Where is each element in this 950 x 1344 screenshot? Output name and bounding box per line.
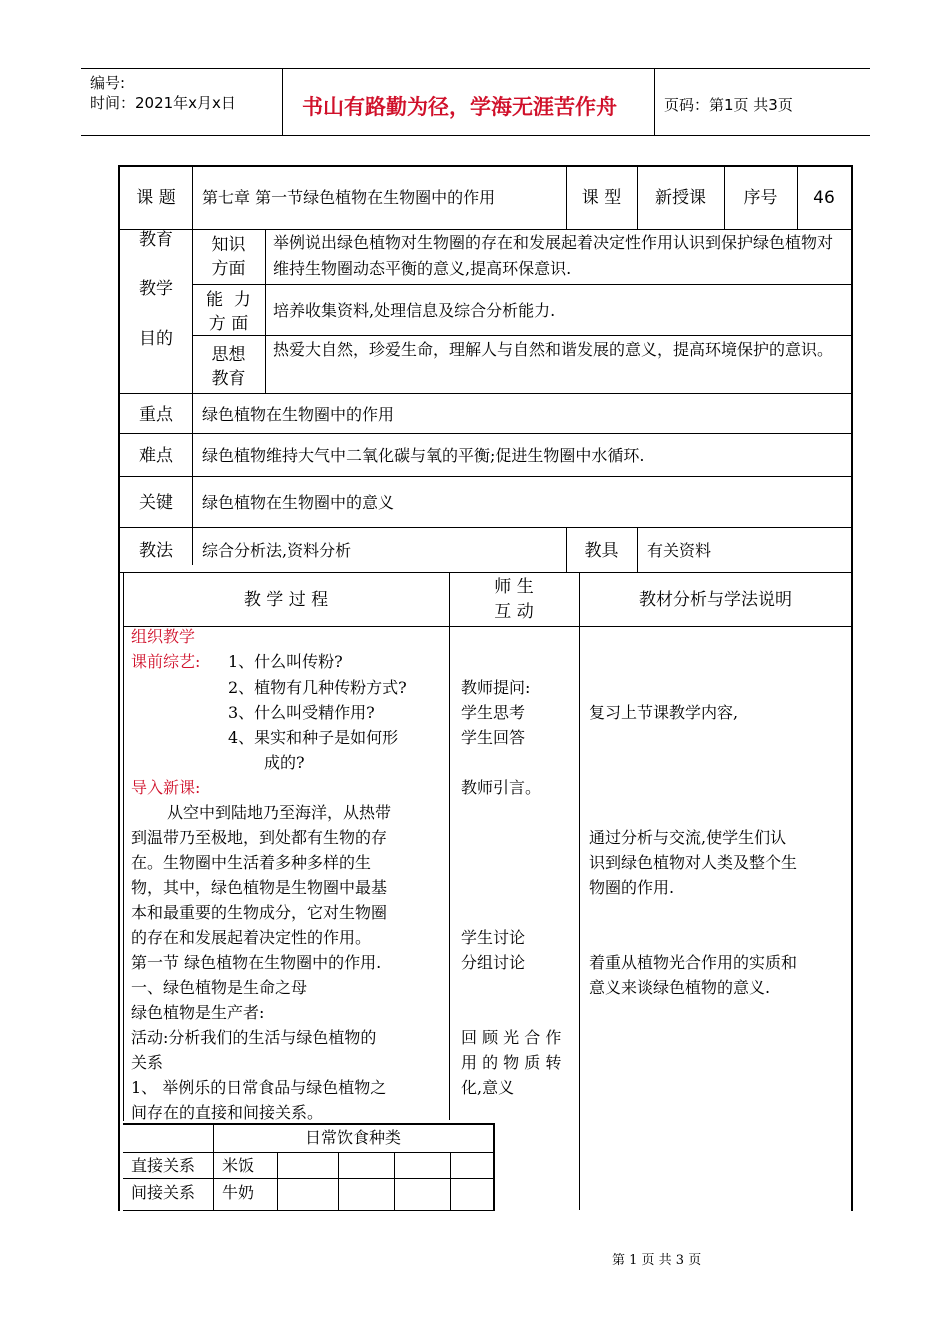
goal-thought-label-2: 教育 (211, 369, 246, 389)
intro-line-1: 从空中到陆地乃至海洋，从热带 (167, 803, 392, 822)
intro-line-5: 本和最重要的生物成分，它对生物圈 (131, 903, 388, 922)
interact-discuss: 学生讨论 (461, 928, 526, 947)
row-divider (118, 393, 852, 394)
header-motto: 书山有路勤为径，学海无涯苦作舟 (302, 95, 617, 119)
intro-line-6: 的存在和发展起着决定性的作用。 (131, 928, 372, 947)
review-q3: 3、什么叫受精作用? (228, 703, 375, 722)
goal-knowledge-label-2: 方面 (211, 259, 246, 279)
interact-answer: 学生回答 (461, 728, 526, 747)
process-col3-header: 教材分析与学法说明 (639, 590, 792, 610)
topic-value: 第七章 第一节绿色植物在生物圈中的作用 (202, 188, 496, 207)
table-top-border (118, 165, 852, 167)
goal-ability-text: 培养收集资料,处理信息及综合分析能力. (273, 301, 556, 320)
goal-thought-text: 热爱大自然，珍爱生命，理解人与自然和谐发展的意义，提高环境保护的意识。 (273, 340, 834, 359)
header-divider-2 (654, 68, 655, 135)
row-divider (192, 284, 852, 285)
point-1: 一、绿色植物是生命之母 (131, 978, 308, 997)
interact-think: 学生思考 (461, 703, 526, 722)
diet-table-col (338, 1152, 339, 1211)
diet-table-col (277, 1152, 278, 1211)
row-divider (192, 335, 852, 336)
tools-label: 教具 (584, 541, 619, 561)
key-value: 绿色植物在生物圈中的作用 (202, 405, 395, 424)
note-3a: 着重从植物光合作用的实质和 (589, 953, 798, 972)
section-title: 第一节 绿色植物在生物圈中的作用. (131, 953, 382, 972)
process-col2-header-1: 师 生 (494, 577, 534, 597)
review-q2: 2、植物有几种传粉方式? (228, 678, 407, 697)
table-left-border (118, 165, 120, 1211)
diet-table-col (450, 1152, 451, 1211)
goal-knowledge-text: 举例说出绿色植物对生物圈的存在和发展起着决定性作用认识到保护绿色植物对维持生物圈动态平衡的意义,提高环保意识. (273, 233, 834, 278)
difficulty-value: 绿色植物维持大气中二氧化碳与氧的平衡;促进生物圈中水循环. (202, 446, 645, 465)
seq-label: 序号 (743, 188, 778, 208)
diet-table-col (394, 1152, 395, 1211)
note-2a: 通过分析与交流,使学生们认 (589, 828, 787, 847)
topic-label: 课 题 (136, 188, 176, 208)
diet-table-header: 日常饮食种类 (304, 1128, 401, 1147)
header-page-info: 页码：第1页 共3页 (664, 96, 793, 114)
intro-line-2: 到温带乃至极地，到处都有生物的存 (131, 828, 388, 847)
diet-row-direct-item: 米饭 (222, 1156, 255, 1175)
interact-lead: 教师引言。 (461, 778, 542, 797)
activity-a: 活动:分析我们的生活与绿色植物的 (131, 1028, 377, 1047)
header-divider-1 (282, 68, 283, 135)
header-number-label: 编号: (90, 74, 126, 92)
org-title: 组织教学 (131, 627, 196, 646)
method-label: 教法 (139, 541, 173, 561)
process-col2-header-2: 互 动 (494, 602, 534, 622)
interact-ask: 教师提问: (461, 678, 531, 697)
process-col-divider-1 (449, 572, 450, 1120)
review-q1: 1、什么叫传粉? (228, 652, 343, 671)
row-divider (118, 476, 852, 477)
col-divider (637, 527, 638, 572)
header-top-rule (81, 68, 870, 69)
note-2b: 识到绿色植物对人类及整个生 (589, 853, 798, 872)
row-divider (118, 433, 852, 434)
process-left-inner-2 (123, 626, 124, 1121)
crux-label: 关键 (139, 493, 173, 513)
review-title: 课前综艺: (131, 652, 201, 671)
header-bottom-rule (81, 135, 870, 136)
row-divider (118, 527, 852, 528)
note-1: 复习上节课教学内容, (589, 703, 739, 722)
tools-value: 有关资料 (647, 541, 712, 560)
review-q4a: 4、果实和种子是如何形 (228, 728, 399, 747)
diet-table-right (493, 1123, 495, 1211)
diet-row-direct-label: 直接关系 (131, 1156, 196, 1175)
goal-label-2: 教学 (139, 279, 173, 299)
interact-review-c: 化,意义 (461, 1078, 515, 1097)
method-value: 综合分析法,资料分析 (202, 541, 352, 560)
diet-row-indirect-label: 间接关系 (131, 1183, 196, 1202)
diet-table-bottom (123, 1210, 494, 1211)
type-value: 新授课 (655, 188, 706, 208)
intro-title: 导入新课: (131, 778, 201, 797)
interact-group: 分组讨论 (461, 953, 526, 972)
crux-value: 绿色植物在生物圈中的意义 (202, 493, 395, 512)
review-q4b: 成的? (264, 753, 305, 772)
diet-row-indirect-item: 牛奶 (222, 1183, 255, 1202)
key-label: 重点 (139, 405, 173, 425)
goal-knowledge-label-1: 知识 (211, 235, 246, 255)
goal-thought-label-1: 思想 (211, 345, 246, 365)
interact-review-a: 回 顾 光 合 作 (461, 1028, 562, 1047)
goal-ability-label-1: 能 力 (206, 290, 251, 310)
table-right-border (851, 165, 853, 1211)
seq-value: 46 (813, 188, 835, 208)
intro-line-4: 物，其中，绿色植物是生物圈中最基 (131, 878, 388, 897)
process-header-bottom (123, 626, 852, 627)
example-a: 1、 举例乐的日常食品与绿色植物之 (131, 1078, 387, 1097)
process-col1-header: 教 学 过 程 (243, 590, 329, 610)
example-b: 间存在的直接和间接关系。 (131, 1103, 324, 1122)
note-2c: 物圈的作用. (589, 878, 675, 897)
row-divider (118, 572, 852, 573)
goal-ability-label-2: 方 面 (208, 314, 249, 334)
header-time: 时间：2021年x月x日 (90, 94, 236, 112)
activity-b: 关系 (131, 1053, 164, 1072)
type-label: 课 型 (581, 188, 622, 208)
process-col-divider-2 (579, 572, 580, 1210)
intro-line-3: 在。生物圈中生活着多种多样的生 (131, 853, 372, 872)
difficulty-label: 难点 (139, 446, 173, 466)
interact-review-b: 用 的 物 质 转 (461, 1053, 562, 1072)
producer: 绿色植物是生产者: (131, 1003, 265, 1022)
goal-label-1: 教育 (139, 230, 173, 250)
col-divider (265, 229, 266, 393)
note-3b: 意义来谈绿色植物的意义. (589, 978, 771, 997)
goal-label-3: 目的 (139, 329, 173, 349)
page-footer: 第 1 页 共 3 页 (612, 1253, 702, 1268)
